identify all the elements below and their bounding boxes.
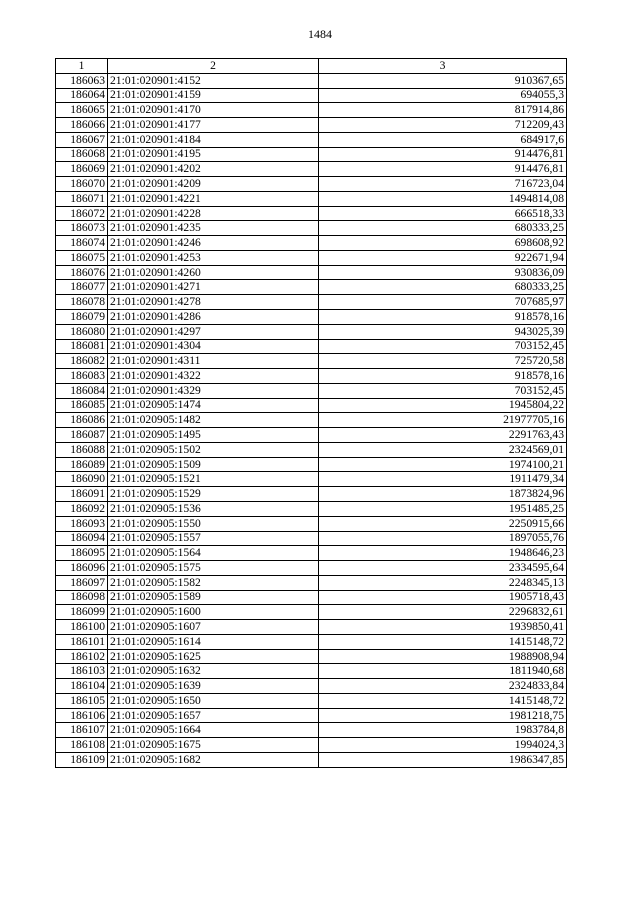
row-number-cell: 186067 <box>56 132 108 147</box>
value-cell: 680333,25 <box>319 280 567 295</box>
row-number-cell: 186095 <box>56 546 108 561</box>
row-number-cell: 186074 <box>56 236 108 251</box>
value-cell: 1494814,08 <box>319 191 567 206</box>
table-header <box>56 59 567 74</box>
row-number-cell: 186091 <box>56 487 108 502</box>
table-row <box>56 73 567 88</box>
cadastral-number-cell: 21:01:020905:1639 <box>108 679 319 694</box>
table-row <box>56 708 567 723</box>
value-cell: 1951485,25 <box>319 501 567 516</box>
table-row <box>56 457 567 472</box>
cadastral-number-cell: 21:01:020905:1550 <box>108 516 319 531</box>
table-row <box>56 88 567 103</box>
table-row <box>56 546 567 561</box>
value-cell: 666518,33 <box>319 206 567 221</box>
table-row <box>56 280 567 295</box>
cadastral-number-cell: 21:01:020901:4177 <box>108 118 319 133</box>
table-row <box>56 487 567 502</box>
cadastral-number-cell: 21:01:020905:1632 <box>108 664 319 679</box>
row-number-cell: 186084 <box>56 383 108 398</box>
value-cell: 2248345,13 <box>319 575 567 590</box>
value-cell: 2324569,01 <box>319 442 567 457</box>
table-row <box>56 369 567 384</box>
value-cell: 943025,39 <box>319 324 567 339</box>
table-row <box>56 118 567 133</box>
table-row <box>56 442 567 457</box>
table-row <box>56 310 567 325</box>
cadastral-number-cell: 21:01:020901:4246 <box>108 236 319 251</box>
row-number-cell: 186077 <box>56 280 108 295</box>
table-row <box>56 679 567 694</box>
cadastral-number-cell: 21:01:020901:4159 <box>108 88 319 103</box>
table-row <box>56 472 567 487</box>
cadastral-number-cell: 21:01:020905:1495 <box>108 428 319 443</box>
table-row <box>56 339 567 354</box>
row-number-cell: 186096 <box>56 561 108 576</box>
value-cell: 1897055,76 <box>319 531 567 546</box>
cadastral-number-cell: 21:01:020901:4311 <box>108 354 319 369</box>
table-row <box>56 103 567 118</box>
row-number-cell: 186075 <box>56 250 108 265</box>
row-number-cell: 186093 <box>56 516 108 531</box>
row-number-cell: 186073 <box>56 221 108 236</box>
row-number-cell: 186079 <box>56 310 108 325</box>
row-number-cell: 186065 <box>56 103 108 118</box>
value-cell: 712209,43 <box>319 118 567 133</box>
cadastral-value-table <box>55 58 567 768</box>
value-cell: 698608,92 <box>319 236 567 251</box>
table-row <box>56 501 567 516</box>
table-row <box>56 324 567 339</box>
table-row <box>56 575 567 590</box>
cadastral-number-cell: 21:01:020905:1575 <box>108 561 319 576</box>
table-row <box>56 206 567 221</box>
value-cell: 2250915,66 <box>319 516 567 531</box>
row-number-cell: 186088 <box>56 442 108 457</box>
page-number: 1484 <box>308 27 332 41</box>
cadastral-number-cell: 21:01:020905:1509 <box>108 457 319 472</box>
value-cell: 1948646,23 <box>319 546 567 561</box>
cadastral-number-cell: 21:01:020901:4235 <box>108 221 319 236</box>
row-number-cell: 186072 <box>56 206 108 221</box>
value-cell: 680333,25 <box>319 221 567 236</box>
table-row <box>56 191 567 206</box>
value-cell: 1981218,75 <box>319 708 567 723</box>
table-body <box>56 73 567 767</box>
row-number-cell: 186078 <box>56 295 108 310</box>
table-row <box>56 738 567 753</box>
value-cell: 914476,81 <box>319 162 567 177</box>
row-number-cell: 186104 <box>56 679 108 694</box>
table-row <box>56 428 567 443</box>
cadastral-number-cell: 21:01:020901:4322 <box>108 369 319 384</box>
cadastral-number-cell: 21:01:020901:4304 <box>108 339 319 354</box>
cadastral-number-cell: 21:01:020905:1482 <box>108 413 319 428</box>
value-cell: 2291763,43 <box>319 428 567 443</box>
row-number-cell: 186105 <box>56 693 108 708</box>
value-cell: 922671,94 <box>319 250 567 265</box>
row-number-cell: 186094 <box>56 531 108 546</box>
cadastral-number-cell: 21:01:020905:1664 <box>108 723 319 738</box>
value-cell: 1945804,22 <box>319 398 567 413</box>
row-number-cell: 186071 <box>56 191 108 206</box>
column-header-3: 3 <box>319 59 567 74</box>
cadastral-number-cell: 21:01:020901:4195 <box>108 147 319 162</box>
cadastral-number-cell: 21:01:020905:1682 <box>108 752 319 767</box>
table-row <box>56 221 567 236</box>
cadastral-number-cell: 21:01:020905:1600 <box>108 605 319 620</box>
row-number-cell: 186080 <box>56 324 108 339</box>
table-row <box>56 250 567 265</box>
row-number-cell: 186076 <box>56 265 108 280</box>
cadastral-number-cell: 21:01:020905:1564 <box>108 546 319 561</box>
table-row <box>56 693 567 708</box>
value-cell: 914476,81 <box>319 147 567 162</box>
row-number-cell: 186090 <box>56 472 108 487</box>
row-number-cell: 186082 <box>56 354 108 369</box>
value-cell: 684917,6 <box>319 132 567 147</box>
cadastral-number-cell: 21:01:020905:1614 <box>108 634 319 649</box>
row-number-cell: 186097 <box>56 575 108 590</box>
value-cell: 2324833,84 <box>319 679 567 694</box>
row-number-cell: 186106 <box>56 708 108 723</box>
cadastral-number-cell: 21:01:020901:4202 <box>108 162 319 177</box>
cadastral-number-cell: 21:01:020901:4228 <box>108 206 319 221</box>
value-cell: 694055,3 <box>319 88 567 103</box>
cadastral-number-cell: 21:01:020901:4253 <box>108 250 319 265</box>
cadastral-number-cell: 21:01:020905:1557 <box>108 531 319 546</box>
row-number-cell: 186064 <box>56 88 108 103</box>
table-row <box>56 531 567 546</box>
table-row <box>56 590 567 605</box>
row-number-cell: 186101 <box>56 634 108 649</box>
row-number-cell: 186092 <box>56 501 108 516</box>
value-cell: 910367,65 <box>319 73 567 88</box>
row-number-cell: 186103 <box>56 664 108 679</box>
row-number-cell: 186087 <box>56 428 108 443</box>
table-row <box>56 561 567 576</box>
cadastral-number-cell: 21:01:020905:1521 <box>108 472 319 487</box>
cadastral-number-cell: 21:01:020901:4209 <box>108 177 319 192</box>
value-cell: 1873824,96 <box>319 487 567 502</box>
value-cell: 1415148,72 <box>319 693 567 708</box>
value-cell: 918578,16 <box>319 310 567 325</box>
table-row <box>56 162 567 177</box>
row-number-cell: 186107 <box>56 723 108 738</box>
table-row <box>56 147 567 162</box>
cadastral-number-cell: 21:01:020905:1582 <box>108 575 319 590</box>
table-row <box>56 265 567 280</box>
table-row <box>56 516 567 531</box>
column-header-1: 1 <box>56 59 108 74</box>
table-row <box>56 649 567 664</box>
value-cell: 21977705,16 <box>319 413 567 428</box>
cadastral-number-cell: 21:01:020905:1529 <box>108 487 319 502</box>
header-row <box>56 59 567 74</box>
value-cell: 930836,09 <box>319 265 567 280</box>
cadastral-number-cell: 21:01:020901:4329 <box>108 383 319 398</box>
cadastral-number-cell: 21:01:020901:4152 <box>108 73 319 88</box>
column-header-2: 2 <box>108 59 319 74</box>
cadastral-number-cell: 21:01:020905:1502 <box>108 442 319 457</box>
table-row <box>56 605 567 620</box>
value-cell: 1988908,94 <box>319 649 567 664</box>
row-number-cell: 186085 <box>56 398 108 413</box>
row-number-cell: 186070 <box>56 177 108 192</box>
value-cell: 703152,45 <box>319 339 567 354</box>
cadastral-number-cell: 21:01:020905:1589 <box>108 590 319 605</box>
row-number-cell: 186108 <box>56 738 108 753</box>
table-row <box>56 723 567 738</box>
value-cell: 1983784,8 <box>319 723 567 738</box>
value-cell: 1939850,41 <box>319 620 567 635</box>
row-number-cell: 186066 <box>56 118 108 133</box>
value-cell: 817914,86 <box>319 103 567 118</box>
table-row <box>56 354 567 369</box>
cadastral-number-cell: 21:01:020901:4260 <box>108 265 319 280</box>
cadastral-number-cell: 21:01:020905:1607 <box>108 620 319 635</box>
table-row <box>56 413 567 428</box>
row-number-cell: 186081 <box>56 339 108 354</box>
table-row <box>56 752 567 767</box>
value-cell: 725720,58 <box>319 354 567 369</box>
value-cell: 2296832,61 <box>319 605 567 620</box>
value-cell: 703152,45 <box>319 383 567 398</box>
cadastral-number-cell: 21:01:020901:4170 <box>108 103 319 118</box>
value-cell: 2334595,64 <box>319 561 567 576</box>
value-cell: 1415148,72 <box>319 634 567 649</box>
row-number-cell: 186089 <box>56 457 108 472</box>
row-number-cell: 186102 <box>56 649 108 664</box>
table-row <box>56 634 567 649</box>
value-cell: 1811940,68 <box>319 664 567 679</box>
row-number-cell: 186098 <box>56 590 108 605</box>
value-cell: 716723,04 <box>319 177 567 192</box>
row-number-cell: 186063 <box>56 73 108 88</box>
cadastral-number-cell: 21:01:020905:1536 <box>108 501 319 516</box>
table-row <box>56 664 567 679</box>
cadastral-number-cell: 21:01:020901:4221 <box>108 191 319 206</box>
value-cell: 1974100,21 <box>319 457 567 472</box>
value-cell: 1986347,85 <box>319 752 567 767</box>
row-number-cell: 186069 <box>56 162 108 177</box>
row-number-cell: 186068 <box>56 147 108 162</box>
row-number-cell: 186109 <box>56 752 108 767</box>
table-row <box>56 620 567 635</box>
row-number-cell: 186083 <box>56 369 108 384</box>
value-cell: 918578,16 <box>319 369 567 384</box>
row-number-cell: 186086 <box>56 413 108 428</box>
cadastral-number-cell: 21:01:020905:1657 <box>108 708 319 723</box>
table-row <box>56 236 567 251</box>
table-row <box>56 398 567 413</box>
row-number-cell: 186100 <box>56 620 108 635</box>
table-row <box>56 295 567 310</box>
cadastral-number-cell: 21:01:020901:4297 <box>108 324 319 339</box>
table-row <box>56 132 567 147</box>
cadastral-number-cell: 21:01:020905:1625 <box>108 649 319 664</box>
value-cell: 707685,97 <box>319 295 567 310</box>
value-cell: 1905718,43 <box>319 590 567 605</box>
cadastral-number-cell: 21:01:020905:1474 <box>108 398 319 413</box>
cadastral-number-cell: 21:01:020905:1675 <box>108 738 319 753</box>
table-row <box>56 177 567 192</box>
cadastral-number-cell: 21:01:020901:4271 <box>108 280 319 295</box>
cadastral-number-cell: 21:01:020901:4278 <box>108 295 319 310</box>
cadastral-number-cell: 21:01:020901:4184 <box>108 132 319 147</box>
cadastral-number-cell: 21:01:020905:1650 <box>108 693 319 708</box>
value-cell: 1994024,3 <box>319 738 567 753</box>
row-number-cell: 186099 <box>56 605 108 620</box>
value-cell: 1911479,34 <box>319 472 567 487</box>
cadastral-number-cell: 21:01:020901:4286 <box>108 310 319 325</box>
table-row <box>56 383 567 398</box>
